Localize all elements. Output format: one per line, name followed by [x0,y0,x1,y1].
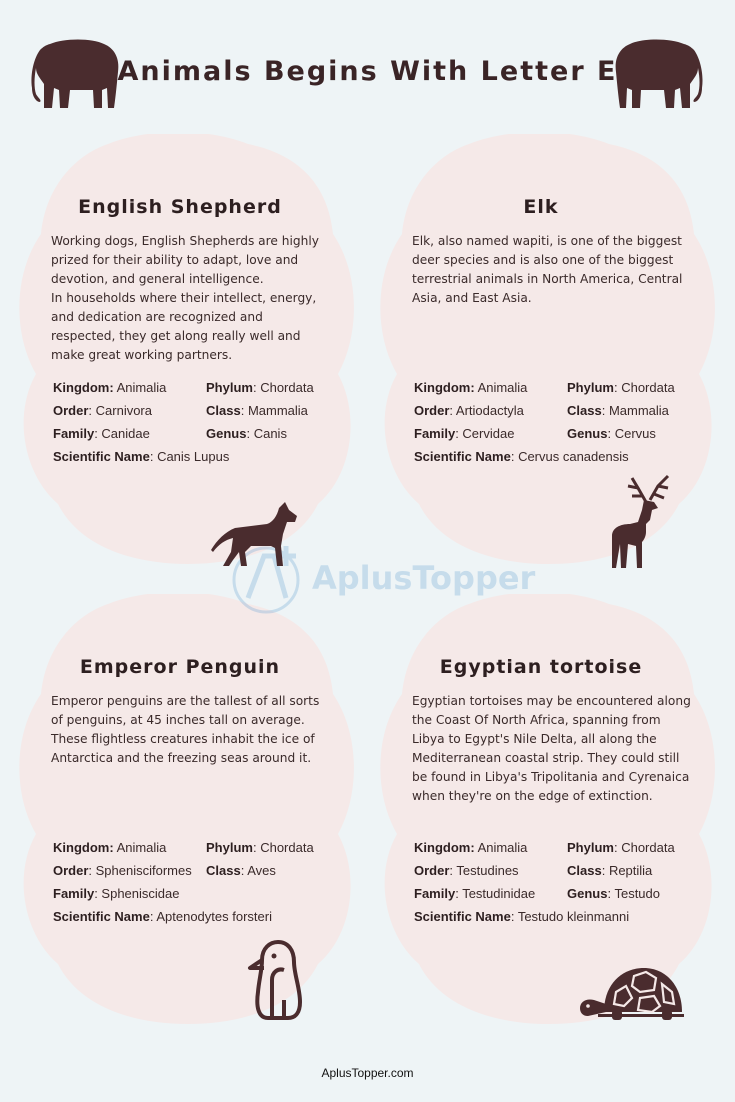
order-label: Order [53,863,89,878]
phylum-value: Chordata [621,840,675,855]
class-label: Class [567,403,602,418]
kingdom-value: Animalia [116,380,167,395]
card-description: Emperor penguins are the tallest of all sorts of penguins, at 45 inches tall on average. These flightless creatures inhabit the ice of Antarctica and the freezing seas around it. [51,694,320,765]
genus-label: Genus [206,426,247,441]
animal-card [30,656,330,768]
family-value: Cervidae [462,426,515,441]
kingdom-label: Kingdom: [414,380,475,395]
phylum-value: Chordata [260,380,314,395]
card-title: Elk [523,196,559,218]
card-description: Working dogs, English Shepherds are highly prized for their ability to adapt, love and devotion, and general intelligence. In households where their intellect, energy, and dedication are recognized and respected, they get along really well and make great working partners. [51,234,319,362]
kingdom-value: Animalia [116,840,167,855]
order-value: Testudines [456,863,519,878]
phylum-label: Phylum [567,380,614,395]
taxonomy-table: Kingdom: Animalia Phylum: Chordata Order: Testudines Class: Reptilia Family: Testudinidae Genus: Testudo Scientific Name: Testudo kleinmanni [414,840,675,924]
family-value: Canidae [101,426,150,441]
family-label: Family [53,426,95,441]
scientific-name-label: Scientific Name [414,449,511,464]
phylum-label: Phylum [206,840,253,855]
tortoise-icon [578,964,684,1022]
card-title: English Shepherd [78,196,282,218]
genus-value: Testudo [614,886,661,901]
page-title: Animals Begins With Letter E [117,56,618,87]
kingdom-label: Kingdom: [53,380,114,395]
genus-label: Genus [567,426,608,441]
phylum-value: Chordata [260,840,314,855]
phylum-label: Phylum [206,380,253,395]
kingdom-label: Kingdom: [414,840,475,855]
class-value: Reptilia [608,863,653,878]
scientific-name-value: Canis Lupus [157,449,230,464]
scientific-name-value: Cervus canadensis [518,449,629,464]
phylum-value: Chordata [621,380,675,395]
card-description: Egyptian tortoises may be encountered along the Coast Of North Africa, spanning from Libya to Egypt's Nile Delta, all along the Mediterranean coastal strip. They could still be found in Libya's Tripolitania and Cyrenaica when they're on the edge of extinction. [412,694,691,803]
penguin-icon [244,940,312,1022]
card-description: Elk, also named wapiti, is one of the biggest deer species and is also one of the biggest terrestrial animals in North America, Central Asia, and East Asia. [412,234,683,305]
taxonomy-table: Kingdom: Animalia Phylum: Chordata Order: Sphenisciformes Class: Aves Family: Spheniscidae Scientific Name: Aptenodytes forsteri [53,840,314,924]
footer-text: AplusTopper.com [321,1066,414,1080]
watermark-text: AplusTopper [312,559,536,597]
class-label: Class [206,403,241,418]
kingdom-value: Animalia [477,380,528,395]
order-label: Order [414,863,450,878]
animal-card [30,196,330,365]
scientific-name-value: Aptenodytes forsteri [156,909,272,924]
scientific-name-label: Scientific Name [53,909,150,924]
elk-icon [606,474,678,570]
genus-value: Canis [253,426,287,441]
card-title: Egyptian tortoise [439,656,643,678]
family-value: Spheniscidae [101,886,180,901]
scientific-name-label: Scientific Name [414,909,511,924]
order-label: Order [53,403,89,418]
animal-card [391,196,691,308]
order-value: Carnivora [95,403,152,418]
scientific-name-label: Scientific Name [53,449,150,464]
taxonomy-table: Kingdom: Animalia Phylum: Chordata Order: Carnivora Class: Mammalia Family: Canidae Genus: Canis Scientific Name: Canis Lupus [53,380,314,464]
class-label: Class [206,863,241,878]
family-label: Family [414,426,456,441]
genus-value: Cervus [614,426,656,441]
order-value: Sphenisciformes [95,863,192,878]
kingdom-label: Kingdom: [53,840,114,855]
class-value: Mammalia [247,403,308,418]
taxonomy-table: Kingdom: Animalia Phylum: Chordata Order: Artiodactyla Class: Mammalia Family: Cervidae Genus: Cervus Scientific Name: Cervus canadensis [414,380,675,464]
kingdom-value: Animalia [477,840,528,855]
class-label: Class [567,863,602,878]
genus-label: Genus [567,886,608,901]
family-label: Family [414,886,456,901]
class-value: Mammalia [608,403,669,418]
phylum-label: Phylum [567,840,614,855]
scientific-name-value: Testudo kleinmanni [517,909,630,924]
animal-card [391,656,691,806]
card-title: Emperor Penguin [79,656,281,678]
dog-icon [211,500,299,570]
family-label: Family [53,886,95,901]
family-value: Testudinidae [462,886,536,901]
order-label: Order [414,403,450,418]
order-value: Artiodactyla [455,403,524,418]
class-value: Aves [247,863,276,878]
